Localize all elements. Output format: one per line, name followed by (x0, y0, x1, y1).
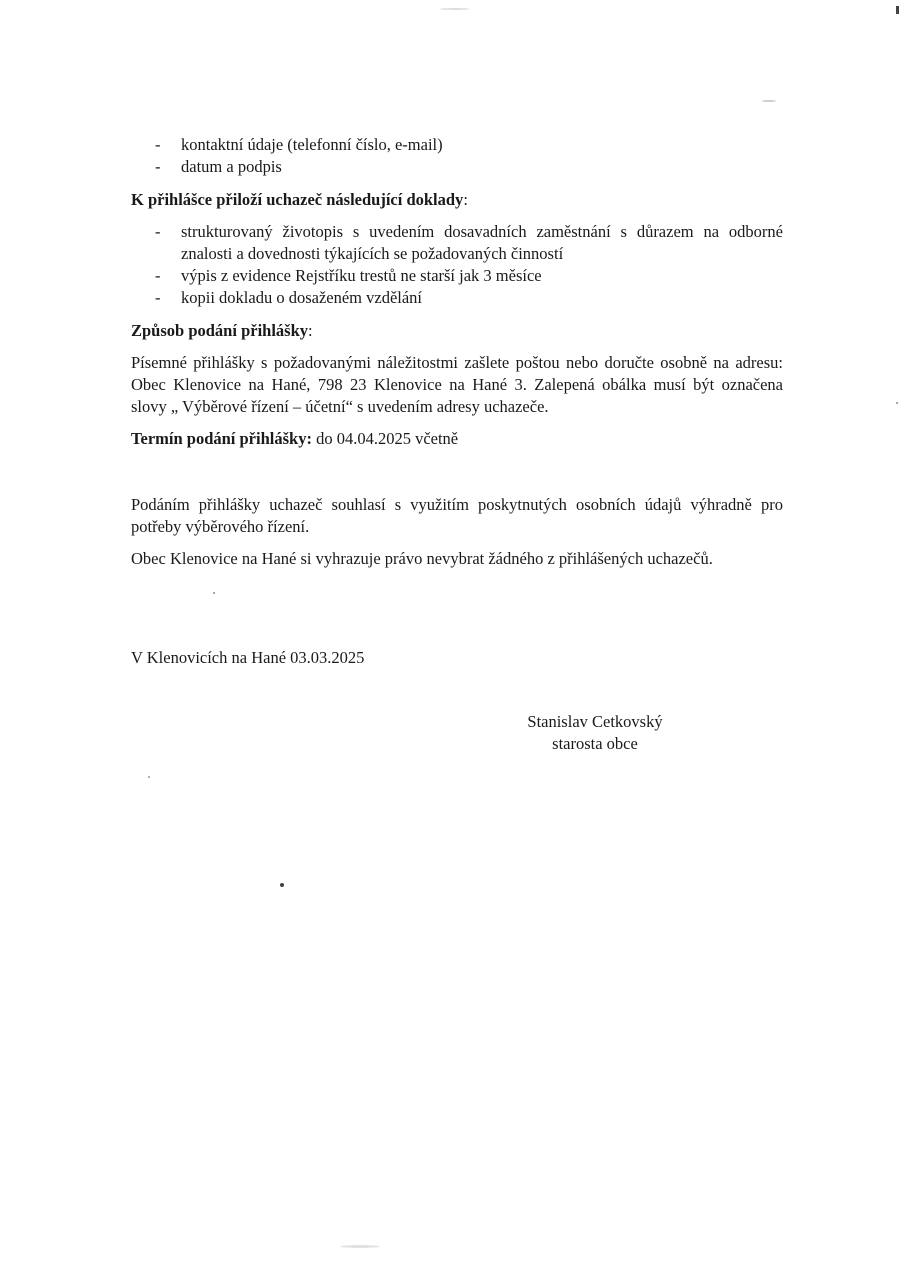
signatory-name: Stanislav Cetkovský (527, 712, 663, 731)
consent-paragraph (131, 494, 783, 538)
submission-line3: slovy „ Výběrové řízení – účetní“ s uvedením adresy uchazeče. (131, 397, 549, 416)
list-item (155, 156, 755, 178)
attachments-heading (131, 189, 468, 211)
scan-speck (762, 100, 776, 102)
list-dash: - (155, 288, 161, 307)
heading-colon: : (308, 321, 313, 340)
reservation-paragraph (131, 548, 783, 570)
reservation-text: Obec Klenovice na Hané si vyhrazuje právo nevybrat žádného z přihlášených uchazečů. (131, 549, 713, 568)
submission-heading (131, 320, 313, 342)
submission-line2: Obec Klenovice na Hané, 798 23 Klenovice na Hané 3. Zalepená obálka musí být označena (131, 375, 783, 394)
deadline-value: do 04.04.2025 včetně (311, 429, 459, 448)
list-item (155, 287, 783, 309)
place-and-date (131, 647, 783, 669)
attachments-heading-text: K přihlášce přiloží uchazeč následující doklady (131, 190, 464, 209)
place-date-text: V Klenovicích na Hané 03.03.2025 (131, 648, 365, 667)
scan-speck (340, 1245, 380, 1248)
submission-heading-text: Způsob podání přihlášky (131, 321, 309, 340)
attachments-list (155, 221, 783, 309)
list-item (155, 134, 755, 156)
list-item-text-line2: znalosti a dovednosti týkajících se požadovaných činností (181, 244, 564, 263)
list-item-text: datum a podpis (181, 157, 282, 176)
list-item-text: kopii dokladu o dosaženém vzdělání (181, 288, 423, 307)
signature-block (510, 711, 680, 755)
heading-colon: : (463, 190, 468, 209)
scan-speck (213, 592, 215, 594)
list-dash: - (155, 157, 161, 176)
list-item (155, 265, 783, 287)
submission-line1: Písemné přihlášky s požadovanými náležitostmi zašlete poštou nebo doručte osobně na adresu: (131, 353, 783, 372)
list-dash: - (155, 266, 161, 285)
list-item-text: kontaktní údaje (telefonní číslo, e-mail) (181, 135, 443, 154)
scan-speck (896, 6, 899, 14)
list-dash: - (155, 135, 161, 154)
scan-speck (440, 8, 470, 10)
contact-requirements-list (155, 134, 755, 178)
list-item-text-line1: strukturovaný životopis s uvedením dosavadních zaměstnání s důrazem na odborné (181, 222, 783, 241)
scan-speck (896, 402, 898, 404)
signatory-title: starosta obce (552, 734, 638, 753)
list-dash: - (155, 222, 161, 241)
submission-paragraph (131, 352, 783, 418)
list-item-text: výpis z evidence Rejstříku trestů ne starší jak 3 měsíce (181, 266, 542, 285)
consent-line1: Podáním přihlášky uchazeč souhlasí s využitím poskytnutých osobních údajů výhradně pro (131, 495, 783, 514)
list-item (155, 221, 783, 265)
scan-speck (280, 883, 284, 887)
deadline-label: Termín podání přihlášky: (131, 429, 312, 448)
scan-speck (148, 776, 150, 778)
consent-line2: potřeby výběrového řízení. (131, 517, 310, 536)
deadline-line (131, 428, 783, 450)
